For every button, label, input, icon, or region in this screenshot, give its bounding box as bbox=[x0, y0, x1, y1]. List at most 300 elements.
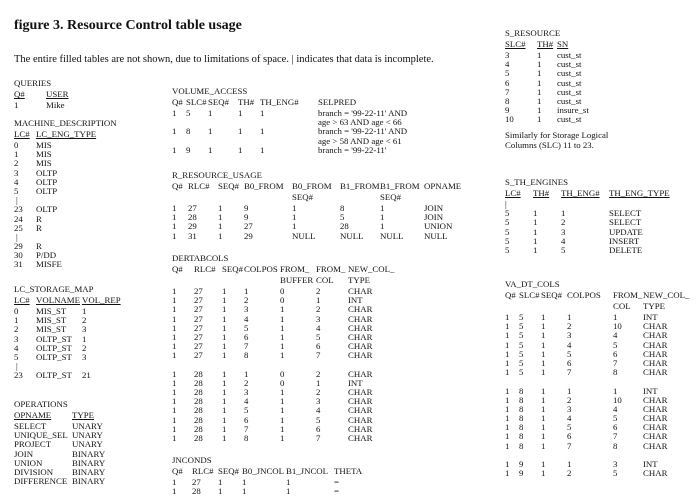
table-cell: 1 bbox=[541, 385, 546, 396]
table-row bbox=[172, 378, 472, 387]
table-cell: 0 bbox=[280, 286, 285, 296]
table-cell: CHAR bbox=[643, 367, 668, 378]
table-cell: INT bbox=[348, 377, 363, 388]
table-cell: CHAR bbox=[348, 423, 373, 434]
table-dertabcols bbox=[172, 253, 472, 442]
table-row bbox=[505, 386, 695, 395]
table-row bbox=[505, 404, 695, 413]
table-cell: 5 bbox=[14, 351, 19, 362]
table-cell: 5 bbox=[561, 244, 566, 255]
table-cell: 2 bbox=[567, 321, 572, 332]
table-header bbox=[172, 97, 472, 108]
table-row bbox=[172, 477, 472, 486]
table-cell: 1 bbox=[172, 295, 177, 306]
table-cell: 5 bbox=[505, 217, 510, 228]
table-cell: 1 bbox=[222, 405, 227, 416]
column-header: Q# bbox=[505, 290, 516, 300]
column-header: LC# bbox=[14, 129, 30, 139]
table-cell: 1 bbox=[14, 149, 19, 160]
table-cell: 3 bbox=[14, 333, 19, 344]
table-row bbox=[505, 105, 695, 114]
table-subheader bbox=[172, 192, 472, 203]
table-name: QUERIES bbox=[14, 78, 52, 88]
table-cell: 2 bbox=[14, 158, 19, 169]
table-cell: 3 bbox=[14, 167, 19, 178]
table-cell: CHAR bbox=[348, 341, 373, 352]
table-cell: 2 bbox=[316, 304, 321, 315]
table-cell: 1 bbox=[244, 286, 249, 296]
table-cell: 1 bbox=[567, 385, 572, 396]
table-row bbox=[172, 360, 472, 369]
table-cell: 6 bbox=[316, 423, 321, 434]
table-cell: 1 bbox=[222, 313, 227, 324]
table-cell: cust_st bbox=[557, 68, 582, 79]
table-cell: CHAR bbox=[348, 433, 373, 443]
table-cell: 1 bbox=[541, 413, 546, 424]
table-cell: R bbox=[36, 241, 42, 252]
table-cell: 1 bbox=[505, 367, 510, 378]
table-cell: NULL bbox=[424, 230, 448, 241]
table-cell: | bbox=[16, 195, 18, 206]
table-cell: 27 bbox=[194, 295, 203, 306]
table-cell: UNARY bbox=[72, 430, 103, 441]
table-cell: 23 bbox=[14, 370, 23, 381]
table-cell: CHAR bbox=[348, 414, 373, 425]
table-cell: branch = '99-22-11' bbox=[318, 144, 387, 155]
table-cell: 4 bbox=[505, 59, 510, 70]
column-header: LC_ENG_TYPE bbox=[36, 129, 97, 139]
table-cell: 1 bbox=[505, 459, 510, 469]
table-cell: 27 bbox=[194, 341, 203, 352]
column-header: RLC# bbox=[194, 264, 216, 274]
table-row bbox=[172, 332, 472, 341]
table-cell: 1 bbox=[541, 367, 546, 378]
table-cell: 1 bbox=[172, 322, 177, 333]
table-cell: 0 bbox=[280, 377, 285, 388]
table-row bbox=[172, 136, 472, 145]
table-header bbox=[14, 129, 144, 140]
table-cell: 1 bbox=[222, 423, 227, 434]
table-cell: cust_st bbox=[557, 95, 582, 106]
table-header bbox=[14, 410, 154, 421]
table-cell: 1 bbox=[238, 126, 243, 137]
table-cell: 1 bbox=[172, 286, 177, 296]
table-cell: CHAR bbox=[643, 431, 668, 442]
table-row bbox=[505, 459, 695, 468]
column-header: OPNAME bbox=[14, 410, 52, 420]
table-cell: 1 bbox=[280, 423, 285, 434]
column-header: B0_JNCOL bbox=[242, 466, 285, 476]
table-cell: 1 bbox=[316, 377, 321, 388]
incomplete-marker: | bbox=[505, 199, 507, 209]
table-cell: 1 bbox=[280, 414, 285, 425]
table-row bbox=[14, 232, 144, 241]
table-cell: 8 bbox=[613, 440, 618, 451]
table-cell: 1 bbox=[505, 321, 510, 332]
column-subheader: TYPE bbox=[348, 275, 370, 285]
table-row bbox=[172, 369, 472, 378]
table-row bbox=[505, 50, 695, 59]
table-cell: 5 bbox=[519, 330, 524, 341]
table-cell: OLTP bbox=[36, 204, 58, 215]
table-cell: 1 bbox=[561, 208, 566, 219]
table-machine-description bbox=[14, 118, 144, 269]
table-cell: 28 bbox=[194, 423, 203, 434]
table-cell: 8 bbox=[519, 422, 524, 433]
table-cell: BINARY bbox=[72, 466, 106, 477]
table-cell: 1 bbox=[537, 105, 542, 116]
table-cell: CHAR bbox=[643, 321, 668, 332]
table-cell: UNION bbox=[14, 457, 43, 468]
table-cell: 1 bbox=[218, 212, 223, 223]
table-cell: 1 bbox=[172, 126, 177, 137]
table-cell: INSERT bbox=[609, 235, 640, 246]
table-cell: = bbox=[334, 486, 339, 497]
table-cell: 7 bbox=[567, 440, 572, 451]
table-s-th-engines bbox=[505, 177, 695, 254]
table-cell: 1 bbox=[280, 405, 285, 416]
table-cell: 9 bbox=[519, 468, 524, 479]
table-cell: OLTP_ST bbox=[36, 342, 72, 353]
table-cell: 27 bbox=[194, 331, 203, 342]
s-resource-note-line2: Columns (SLC) 11 to 23. bbox=[505, 139, 594, 150]
table-cell: 7 bbox=[613, 357, 618, 368]
table-cell: 0 bbox=[280, 368, 285, 379]
table-cell: 1 bbox=[172, 304, 177, 315]
column-header: VOLNAME bbox=[36, 295, 80, 305]
table-cell: 28 bbox=[194, 368, 203, 379]
table-cell: 1 bbox=[172, 230, 177, 241]
table-cell: 8 bbox=[340, 203, 345, 213]
table-cell: 5 bbox=[519, 312, 524, 322]
table-cell: 28 bbox=[188, 212, 197, 223]
table-cell: 31 bbox=[14, 259, 23, 270]
table-row bbox=[14, 315, 154, 324]
column-header: SEQ# bbox=[208, 97, 230, 107]
column-subheader: COL bbox=[613, 301, 631, 311]
table-cell: 1 bbox=[82, 333, 87, 344]
table-cell: 27 bbox=[194, 286, 203, 296]
column-header: OPNAME bbox=[424, 181, 462, 191]
table-cell: 5 bbox=[505, 68, 510, 79]
table-cell: 1 bbox=[222, 350, 227, 361]
table-cell: 28 bbox=[194, 387, 203, 398]
table-cell: 1 bbox=[541, 321, 546, 332]
table-cell: 2 bbox=[82, 315, 87, 326]
table-name: R_RESOURCE_USAGE bbox=[172, 170, 262, 180]
table-row bbox=[14, 352, 154, 361]
table-row bbox=[14, 449, 154, 458]
table-header bbox=[172, 466, 472, 477]
table-cell: | bbox=[16, 361, 18, 372]
table-row bbox=[505, 358, 695, 367]
table-cell: 1 bbox=[505, 348, 510, 359]
table-cell: 1 bbox=[14, 315, 19, 326]
table-cell: 3 bbox=[613, 459, 618, 469]
table-cell: 28 bbox=[194, 377, 203, 388]
table-cell: 3 bbox=[505, 50, 510, 60]
table-name: S_RESOURCE bbox=[505, 28, 561, 38]
table-cell: OLTP bbox=[36, 176, 58, 187]
table-cell: SELECT bbox=[609, 208, 642, 219]
table-header bbox=[505, 188, 695, 199]
table-cell: 1 bbox=[222, 368, 227, 379]
table-cell: 2 bbox=[316, 368, 321, 379]
table-cell: 5 bbox=[519, 321, 524, 332]
table-cell: CHAR bbox=[348, 304, 373, 315]
table-cell: 1 bbox=[541, 440, 546, 451]
table-row bbox=[172, 341, 472, 350]
table-cell: 27 bbox=[194, 304, 203, 315]
table-cell: 1 bbox=[238, 108, 243, 118]
table-cell: PROJECT bbox=[14, 439, 52, 450]
table-row bbox=[14, 250, 144, 259]
table-cell: age > 58 AND age < 61 bbox=[318, 135, 402, 146]
table-s-resource bbox=[505, 28, 695, 150]
table-cell: UNARY bbox=[72, 421, 103, 431]
table-cell: 27 bbox=[194, 322, 203, 333]
table-cell: 1 bbox=[172, 387, 177, 398]
table-cell: CHAR bbox=[643, 403, 668, 414]
table-row bbox=[505, 96, 695, 105]
table-cell: 3 bbox=[561, 226, 566, 237]
column-header: B1_JNCOL bbox=[286, 466, 329, 476]
table-cell: 23 bbox=[14, 204, 23, 215]
column-subheader: TYPE bbox=[643, 301, 665, 311]
table-cell: 1 bbox=[505, 385, 510, 396]
table-cell: 27 bbox=[194, 313, 203, 324]
table-cell: 1 bbox=[172, 396, 177, 407]
table-cell: 30 bbox=[14, 250, 23, 261]
column-header: SEQ# bbox=[222, 264, 244, 274]
table-cell: 1 bbox=[533, 244, 538, 255]
table-cell: 2 bbox=[561, 217, 566, 228]
column-header: Q# bbox=[14, 89, 25, 99]
table-cell: 3 bbox=[244, 304, 249, 315]
table-cell: 1 bbox=[260, 108, 265, 118]
table-cell: 1 bbox=[292, 203, 297, 213]
table-cell: 8 bbox=[519, 403, 524, 414]
column-header: SLC# bbox=[519, 290, 540, 300]
table-cell: 4 bbox=[613, 330, 618, 341]
table-cell: 7 bbox=[316, 433, 321, 443]
table-name: S_TH_ENGINES bbox=[505, 177, 569, 187]
column-header: Q# bbox=[172, 181, 183, 191]
column-header: NEW_COL_ bbox=[348, 264, 395, 274]
table-cell: 1 bbox=[208, 126, 213, 137]
table-cell: CHAR bbox=[643, 468, 668, 479]
table-cell: CHAR bbox=[643, 357, 668, 368]
table-cell: 1 bbox=[292, 212, 297, 223]
table-cell: 1 bbox=[172, 313, 177, 324]
column-subheader: BUFFER bbox=[280, 275, 314, 285]
table-cell: NULL bbox=[380, 230, 404, 241]
table-cell: 25 bbox=[14, 222, 23, 233]
figure-title: figure 3. Resource Control table usage bbox=[14, 18, 242, 33]
table-cell: 1 bbox=[280, 350, 285, 361]
table-row bbox=[14, 158, 144, 167]
table-row bbox=[14, 223, 144, 232]
table-cell: 1 bbox=[172, 221, 177, 232]
column-header: SEQ# bbox=[541, 290, 563, 300]
table-cell: CHAR bbox=[643, 330, 668, 341]
table-cell: 1 bbox=[505, 394, 510, 405]
table-cell: 1 bbox=[505, 468, 510, 479]
table-cell: 5 bbox=[244, 405, 249, 416]
table-cell: CHAR bbox=[348, 331, 373, 342]
table-header bbox=[14, 295, 154, 306]
table-cell: 0 bbox=[14, 306, 19, 316]
column-header: SEQ# bbox=[218, 466, 240, 476]
table-name: MACHINE_DESCRIPTION bbox=[14, 118, 117, 128]
column-header: B0_FROM bbox=[244, 181, 284, 191]
column-header: TH_ENG_TYPE bbox=[609, 188, 670, 198]
table-row bbox=[505, 245, 695, 254]
table-row bbox=[172, 323, 472, 332]
table-header bbox=[172, 181, 472, 192]
table-cell: 8 bbox=[244, 433, 249, 443]
column-header: B1_FROM bbox=[340, 181, 380, 191]
table-cell: CHAR bbox=[643, 339, 668, 350]
table-row bbox=[172, 286, 472, 295]
table-cell: 6 bbox=[567, 357, 572, 368]
table-cell: 8 bbox=[519, 385, 524, 396]
table-cell: BINARY bbox=[72, 448, 106, 459]
table-cell: CHAR bbox=[643, 440, 668, 451]
table-cell: | bbox=[16, 231, 18, 242]
table-row bbox=[172, 117, 472, 126]
table-cell: 1 bbox=[218, 230, 223, 241]
table-row bbox=[172, 486, 472, 495]
table-cell: 4 bbox=[14, 342, 19, 353]
table-cell: 29 bbox=[188, 221, 197, 232]
table-cell: SELECT bbox=[609, 217, 642, 228]
table-row bbox=[505, 321, 695, 330]
table-cell: 9 bbox=[244, 212, 249, 223]
table-cell: SELECT bbox=[14, 421, 47, 431]
table-cell: 1 bbox=[541, 468, 546, 479]
table-cell: 1 bbox=[316, 295, 321, 306]
table-cell: 1 bbox=[541, 339, 546, 350]
table-cell: 1 bbox=[537, 86, 542, 97]
table-cell: JOIN bbox=[424, 203, 444, 213]
column-header: TH# bbox=[238, 97, 255, 107]
table-cell: 6 bbox=[505, 77, 510, 88]
table-row bbox=[172, 145, 472, 154]
table-row bbox=[505, 236, 695, 245]
table-cell: 1 bbox=[172, 341, 177, 352]
column-header: LC# bbox=[14, 295, 30, 305]
table-cell: 1 bbox=[537, 95, 542, 106]
table-cell: 21 bbox=[82, 370, 91, 381]
table-cell: MIS_ST bbox=[36, 306, 67, 316]
table-cell: 1 bbox=[567, 459, 572, 469]
table-row bbox=[172, 415, 472, 424]
column-subheader: SEQ# bbox=[380, 192, 402, 202]
table-row bbox=[505, 217, 695, 226]
table-name: LC_STORAGE_MAP bbox=[14, 284, 94, 294]
table-cell: 1 bbox=[537, 77, 542, 88]
table-cell: 1 bbox=[172, 368, 177, 379]
column-header: TYPE bbox=[72, 410, 94, 420]
table-cell: 4 bbox=[316, 322, 321, 333]
table-cell: 1 bbox=[541, 348, 546, 359]
table-cell: JOIN bbox=[424, 212, 444, 223]
table-cell: insure_st bbox=[557, 105, 589, 116]
column-subheader: SEQ# bbox=[292, 192, 314, 202]
table-row bbox=[172, 350, 472, 359]
table-row bbox=[14, 204, 144, 213]
table-row bbox=[172, 126, 472, 135]
table-cell: 5 bbox=[613, 468, 618, 479]
table-row bbox=[172, 231, 472, 240]
table-cell: INT bbox=[348, 295, 363, 306]
table-name: JNCONDS bbox=[172, 455, 212, 465]
column-header: Q# bbox=[172, 466, 183, 476]
table-row bbox=[172, 212, 472, 221]
table-cell: 5 bbox=[505, 208, 510, 219]
table-row bbox=[172, 304, 472, 313]
table-row bbox=[14, 334, 154, 343]
table-row bbox=[14, 467, 154, 476]
table-cell: DIVISION bbox=[14, 466, 54, 477]
table-cell: 1 bbox=[505, 422, 510, 433]
table-cell: 1 bbox=[172, 212, 177, 223]
table-cell: 1 bbox=[280, 433, 285, 443]
table-cell: 1 bbox=[172, 331, 177, 342]
table-cell: 5 bbox=[244, 322, 249, 333]
column-header: B0_FROM bbox=[292, 181, 332, 191]
table-cell: MIS bbox=[36, 149, 52, 160]
table-cell: cust_st bbox=[557, 59, 582, 70]
table-cell: 1 bbox=[280, 331, 285, 342]
table-cell: 1 bbox=[222, 286, 227, 296]
table-cell: 1 bbox=[82, 306, 87, 316]
table-cell: 1 bbox=[280, 304, 285, 315]
table-cell: 1 bbox=[172, 108, 177, 118]
table-cell: R bbox=[36, 222, 42, 233]
table-cell: 5 bbox=[505, 244, 510, 255]
table-cell: 5 bbox=[316, 331, 321, 342]
table-cell: 6 bbox=[613, 422, 618, 433]
table-cell: 8 bbox=[186, 126, 191, 137]
table-row bbox=[505, 330, 695, 339]
column-header: FROM_ bbox=[316, 264, 346, 274]
table-cell: 1 bbox=[280, 396, 285, 407]
table-cell: OLTP_ST bbox=[36, 351, 72, 362]
table-row bbox=[505, 468, 695, 477]
table-cell: 1 bbox=[222, 341, 227, 352]
table-cell: NULL bbox=[292, 230, 316, 241]
column-header: SLC# bbox=[186, 97, 207, 107]
column-header: FROM_ bbox=[280, 264, 310, 274]
table-cell: 3 bbox=[82, 351, 87, 362]
table-cell: 1 bbox=[505, 431, 510, 442]
table-cell: 2 bbox=[82, 342, 87, 353]
table-row bbox=[505, 413, 695, 422]
table-cell: 5 bbox=[519, 339, 524, 350]
table-row bbox=[14, 177, 144, 186]
table-cell: CHAR bbox=[643, 348, 668, 359]
table-cell: 4 bbox=[244, 396, 249, 407]
table-cell: 2 bbox=[244, 295, 249, 306]
table-cell: 1 bbox=[505, 339, 510, 350]
table-cell: 3 bbox=[567, 403, 572, 414]
table-cell: 4 bbox=[244, 313, 249, 324]
table-cell: cust_st bbox=[557, 114, 582, 125]
table-cell: 2 bbox=[567, 468, 572, 479]
table-cell: branch = '99-22-11' AND bbox=[318, 126, 408, 137]
